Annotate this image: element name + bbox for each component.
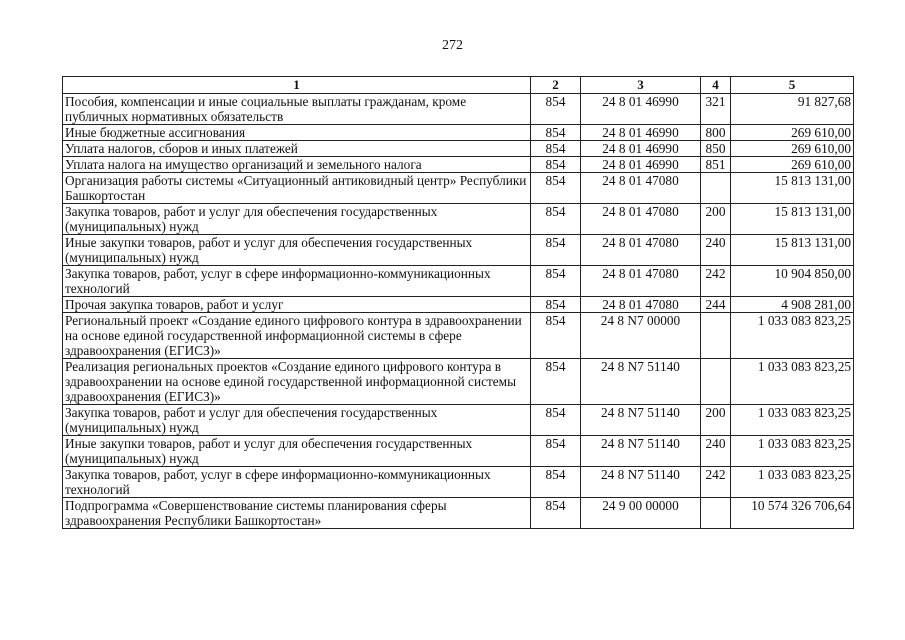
row-amount: 1 033 083 823,25 [731, 436, 854, 467]
row-amount: 10 574 326 706,64 [731, 498, 854, 529]
row-ved-code: 854 [531, 141, 581, 157]
table-row [63, 235, 854, 266]
row-name: Пособия, компенсации и иные социальные выплаты гражданам, кроме публичных нормативных обязательств [63, 94, 531, 125]
row-ved-code: 854 [531, 235, 581, 266]
row-target-code: 24 8 N7 51140 [581, 359, 701, 405]
row-expense-type: 244 [701, 297, 731, 313]
row-target-code: 24 8 01 46990 [581, 94, 701, 125]
row-amount: 1 033 083 823,25 [731, 313, 854, 359]
row-ved-code: 854 [531, 125, 581, 141]
row-name: Закупка товаров, работ и услуг для обеспечения государственных (муниципальных) нужд [63, 405, 531, 436]
row-expense-type: 850 [701, 141, 731, 157]
row-target-code: 24 8 N7 51140 [581, 467, 701, 498]
row-target-code: 24 8 N7 51140 [581, 405, 701, 436]
header-col-3: 3 [581, 77, 701, 94]
row-target-code: 24 8 01 46990 [581, 141, 701, 157]
row-expense-type: 240 [701, 436, 731, 467]
row-target-code: 24 8 01 47080 [581, 266, 701, 297]
row-ved-code: 854 [531, 313, 581, 359]
table-row [63, 313, 854, 359]
row-ved-code: 854 [531, 94, 581, 125]
row-amount: 269 610,00 [731, 141, 854, 157]
row-expense-type: 851 [701, 157, 731, 173]
row-amount: 269 610,00 [731, 157, 854, 173]
row-target-code: 24 8 01 47080 [581, 204, 701, 235]
row-amount: 15 813 131,00 [731, 204, 854, 235]
table-row [63, 94, 854, 125]
table-row [63, 498, 854, 529]
row-target-code: 24 8 N7 00000 [581, 313, 701, 359]
row-name: Иные бюджетные ассигнования [63, 125, 531, 141]
row-amount: 1 033 083 823,25 [731, 359, 854, 405]
row-target-code: 24 8 01 47080 [581, 173, 701, 204]
row-name: Закупка товаров, работ, услуг в сфере информационно-коммуникационных технологий [63, 266, 531, 297]
row-ved-code: 854 [531, 297, 581, 313]
row-amount: 10 904 850,00 [731, 266, 854, 297]
row-amount: 91 827,68 [731, 94, 854, 125]
row-expense-type: 200 [701, 405, 731, 436]
row-name: Иные закупки товаров, работ и услуг для обеспечения государственных (муниципальных) нужд [63, 436, 531, 467]
table-row [63, 405, 854, 436]
row-ved-code: 854 [531, 359, 581, 405]
row-name: Региональный проект «Создание единого цифрового контура в здравоохранении на основе единой государственной информационной системы в сфере здравоохранения (ЕГИСЗ)» [63, 313, 531, 359]
row-expense-type [701, 313, 731, 359]
budget-table [62, 76, 854, 529]
table-row [63, 141, 854, 157]
row-expense-type [701, 173, 731, 204]
table-row [63, 359, 854, 405]
table-row [63, 157, 854, 173]
row-ved-code: 854 [531, 204, 581, 235]
table-row [63, 125, 854, 141]
row-amount: 1 033 083 823,25 [731, 467, 854, 498]
row-amount: 15 813 131,00 [731, 173, 854, 204]
row-target-code: 24 8 01 46990 [581, 157, 701, 173]
row-ved-code: 854 [531, 467, 581, 498]
row-ved-code: 854 [531, 436, 581, 467]
row-ved-code: 854 [531, 173, 581, 204]
header-col-4: 4 [701, 77, 731, 94]
row-name: Прочая закупка товаров, работ и услуг [63, 297, 531, 313]
row-expense-type: 240 [701, 235, 731, 266]
row-amount: 1 033 083 823,25 [731, 405, 854, 436]
row-name: Реализация региональных проектов «Создание единого цифрового контура в здравоохранении на основе единой государственной информационной системы здравоохранения (ЕГИСЗ)» [63, 359, 531, 405]
row-name: Организация работы системы «Ситуационный антиковидный центр» Республики Башкортостан [63, 173, 531, 204]
page-number: 272 [442, 38, 463, 53]
table-header-row [63, 77, 854, 94]
row-expense-type: 242 [701, 467, 731, 498]
table-row [63, 467, 854, 498]
row-name: Уплата налога на имущество организаций и земельного налога [63, 157, 531, 173]
row-target-code: 24 9 00 00000 [581, 498, 701, 529]
row-expense-type: 800 [701, 125, 731, 141]
row-amount: 15 813 131,00 [731, 235, 854, 266]
row-ved-code: 854 [531, 157, 581, 173]
table-row [63, 436, 854, 467]
row-ved-code: 854 [531, 266, 581, 297]
row-expense-type [701, 359, 731, 405]
row-expense-type: 200 [701, 204, 731, 235]
table-body [63, 94, 854, 529]
header-col-1: 1 [63, 77, 531, 94]
header-col-2: 2 [531, 77, 581, 94]
row-amount: 4 908 281,00 [731, 297, 854, 313]
header-col-5: 5 [731, 77, 854, 94]
row-name: Закупка товаров, работ и услуг для обеспечения государственных (муниципальных) нужд [63, 204, 531, 235]
row-ved-code: 854 [531, 405, 581, 436]
row-ved-code: 854 [531, 498, 581, 529]
row-expense-type: 321 [701, 94, 731, 125]
table-row [63, 266, 854, 297]
row-target-code: 24 8 N7 51140 [581, 436, 701, 467]
row-expense-type: 242 [701, 266, 731, 297]
row-amount: 269 610,00 [731, 125, 854, 141]
row-target-code: 24 8 01 47080 [581, 235, 701, 266]
table-row [63, 204, 854, 235]
row-name: Иные закупки товаров, работ и услуг для обеспечения государственных (муниципальных) нужд [63, 235, 531, 266]
table-row [63, 297, 854, 313]
row-name: Уплата налогов, сборов и иных платежей [63, 141, 531, 157]
row-name: Подпрограмма «Совершенствование системы планирования сферы здравоохранения Республики Башкортостан» [63, 498, 531, 529]
row-name: Закупка товаров, работ, услуг в сфере информационно-коммуникационных технологий [63, 467, 531, 498]
row-target-code: 24 8 01 46990 [581, 125, 701, 141]
row-expense-type [701, 498, 731, 529]
row-target-code: 24 8 01 47080 [581, 297, 701, 313]
table-row [63, 173, 854, 204]
